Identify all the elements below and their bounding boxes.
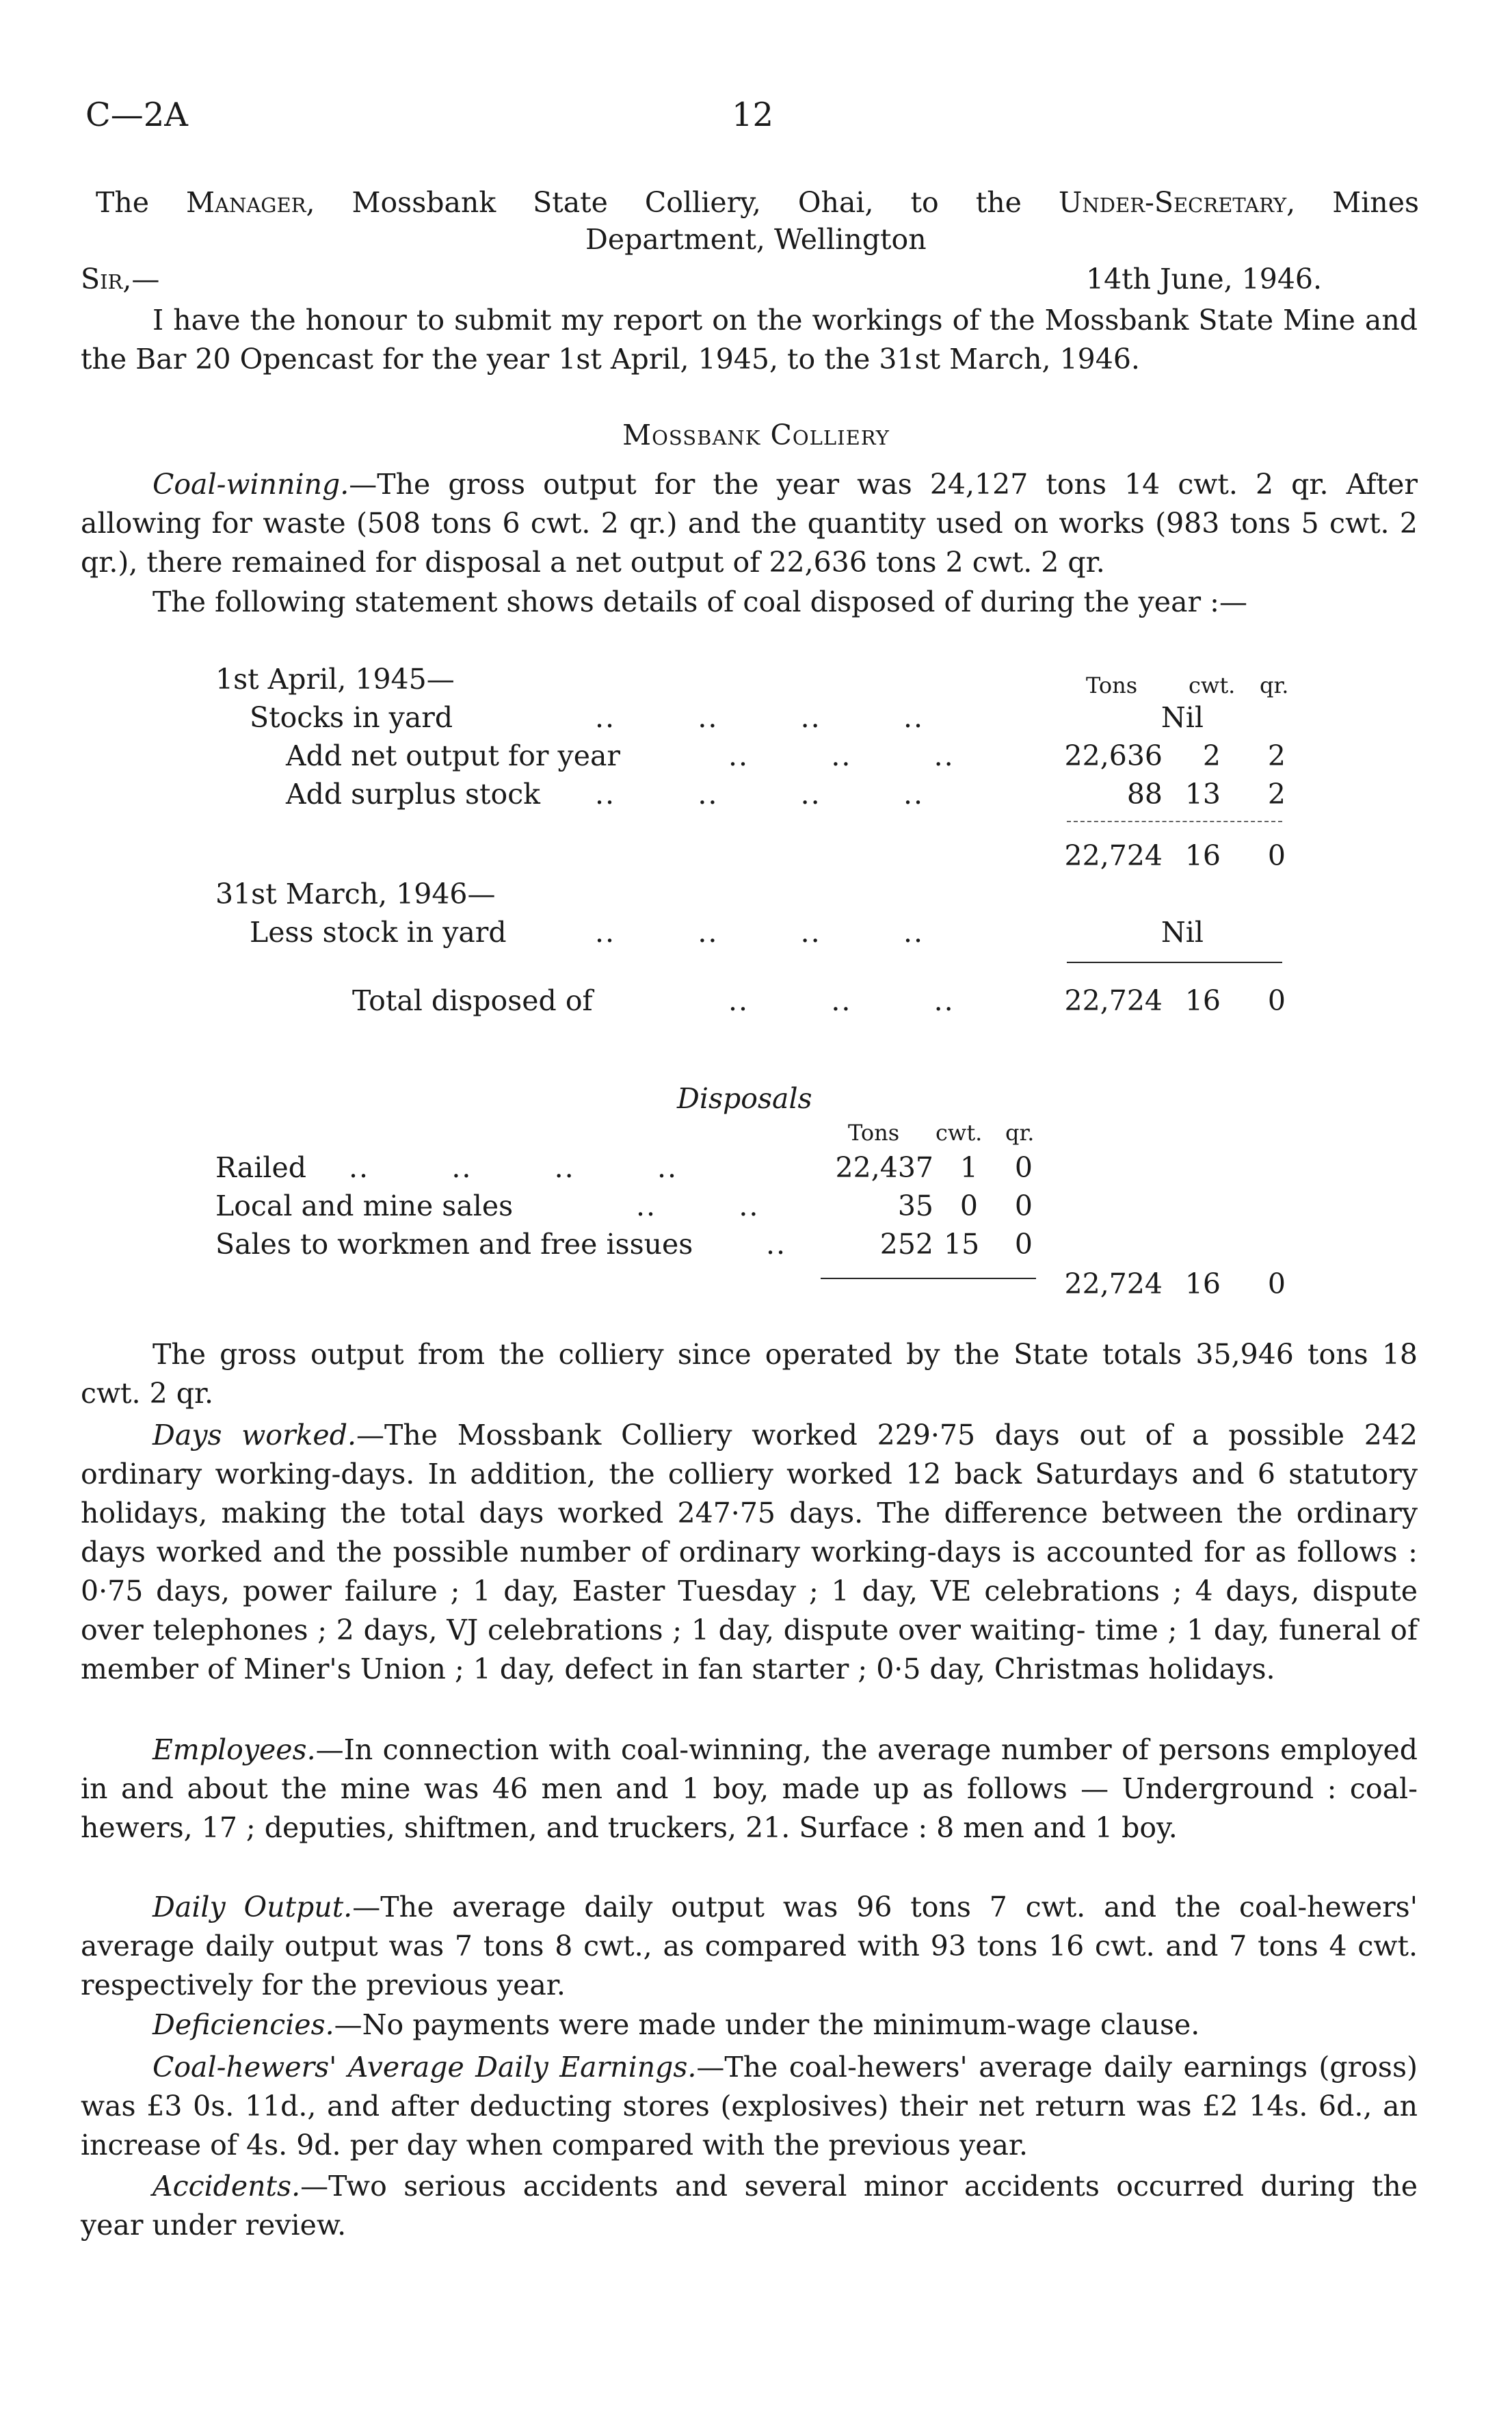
- statement-total-rule: [1067, 962, 1282, 963]
- statement-col-tons: Tons: [1086, 672, 1138, 698]
- days-worked-heading: Days worked.: [152, 1419, 356, 1451]
- statement-col-cwt: cwt.: [1189, 672, 1236, 698]
- statement-subtotal-rule: [1067, 821, 1282, 822]
- earnings-heading: Coal-hewers' Average Daily Earnings.: [152, 2051, 697, 2084]
- dot-leader: .. .. ..: [728, 739, 955, 772]
- coal-winning-paragraph: [81, 465, 1418, 582]
- statement-less-stock-label: Less stock in yard: [250, 916, 507, 949]
- page-number: 12: [732, 96, 774, 134]
- statement-surplus-cwt: 13: [1184, 778, 1221, 811]
- disposal-label: Railed: [215, 1151, 306, 1184]
- disposal-cwt: 0: [959, 1190, 978, 1222]
- dot-leader: .. .. .. ..: [595, 701, 925, 734]
- employees-text: —In connection with coal-winning, the average number of persons employed in and about the mine was 46 men and 1 boy, made up as follows — Underground : coal-hewers, 17 ; deputies, shiftmen, and truckers, 21. Surface : 8 men and 1 boy.: [81, 1733, 1418, 1844]
- coal-winning-heading: Coal-winning.: [152, 468, 349, 501]
- section-title: Mossbank Colliery: [622, 419, 890, 451]
- statement-stocks-label: Stocks in yard: [250, 701, 453, 734]
- coal-winning-text: —The gross output for the year was 24,127 tons 14 cwt. 2 qr. After allowing for waste (508 tons 6 cwt. 2 qr.) and the quantity used on works (983 tons 5 cwt. 2 qr.), there remained for disposal a net output of 22,636 tons 2 cwt. 2 qr.: [81, 468, 1418, 579]
- accidents-heading: Accidents.: [152, 2170, 301, 2203]
- statement-stocks-value: Nil: [1160, 701, 1204, 734]
- dot-leader: .. .. ..: [728, 984, 955, 1017]
- statement-total-qr: 0: [1267, 984, 1286, 1017]
- accidents-paragraph: [81, 2167, 1418, 2245]
- employees-paragraph: [81, 1731, 1418, 1848]
- address-under-secretary: Under-Secretary: [1058, 186, 1287, 219]
- disposals-col-tons: Tons: [848, 1120, 900, 1146]
- address-line-2: Department, Wellington: [585, 223, 927, 256]
- statement-surplus-label: Add surplus stock: [286, 778, 541, 811]
- statement-net-output-label: Add net output for year: [286, 739, 620, 772]
- earnings-paragraph: [81, 2048, 1418, 2165]
- statement-less-stock-value: Nil: [1160, 916, 1204, 949]
- statement-net-output-qr: 2: [1267, 739, 1286, 772]
- statement-surplus-qr: 2: [1267, 778, 1286, 811]
- statement-date-2: 31st March, 1946—: [215, 878, 496, 910]
- disposal-qr: 0: [1014, 1190, 1033, 1222]
- disposals-title: Disposals: [677, 1082, 812, 1115]
- statement-total-label: Total disposed of: [352, 984, 593, 1017]
- daily-output-text: —The average daily output was 96 tons 7 cwt. and the coal-hewers' average daily output was 7 tons 8 cwt., as compared with 93 tons 16 cwt. and 7 tons 4 cwt. respectively for the previous year.: [81, 1891, 1418, 2001]
- disposals-total-cwt: 16: [1184, 1267, 1221, 1300]
- deficiencies-heading: Deficiencies.: [152, 2008, 334, 2041]
- statement-total-tons: 22,724: [1064, 984, 1163, 1017]
- statement-surplus-tons: 88: [1126, 778, 1163, 811]
- address-post: , Mines: [1286, 186, 1419, 219]
- days-worked-text: —The Mossbank Colliery worked 229·75 days out of a possible 242 ordinary working-days. In addition, the colliery worked 12 back Saturdays and 6 statutory holidays, making the total days worked 247·75 days. The difference between the ordinary days worked and the possible number of ordinary working-days is accounted for as follows : 0·75 days, power failure ; 1 day, Easter Tuesday ; 1 day, VE celebrations ; 4 days, dispute over telephones ; 2 days, VJ celebrations ; 1 day, dispute over waiting- time ; 1 day, funeral of member of Miner's Union ; 1 day, defect in fan starter ; 0·5 day, Christmas holidays.: [81, 1419, 1418, 1685]
- disposals-total-rule: [821, 1278, 1036, 1279]
- days-worked-paragraph: [81, 1416, 1418, 1689]
- dot-leader: .. .. .. ..: [349, 1151, 678, 1184]
- disposals-total-qr: 0: [1267, 1267, 1286, 1300]
- disposals-col-qr: qr.: [1005, 1120, 1035, 1146]
- page-ref: C—2A: [85, 96, 188, 134]
- letter-address: [96, 183, 1419, 222]
- disposal-tons: 35: [897, 1190, 933, 1222]
- employees-heading: Employees.: [152, 1733, 316, 1766]
- disposal-label: Sales to workmen and free issues: [215, 1228, 693, 1261]
- disposal-qr: 0: [1014, 1228, 1033, 1261]
- accidents-text: —Two serious accidents and several minor accidents occurred during the year under review.: [81, 2170, 1418, 2242]
- statement-subtotal-cwt: 16: [1184, 839, 1221, 872]
- deficiencies-paragraph: [81, 2006, 1418, 2045]
- gross-output-paragraph: The gross output from the colliery since operated by the State totals 35,946 tons 18 cwt. 2 qr.: [81, 1338, 1418, 1410]
- address-pre: The: [96, 186, 187, 219]
- statement-subtotal-tons: 22,724: [1064, 839, 1163, 872]
- statement-net-output-cwt: 2: [1202, 739, 1221, 772]
- dot-leader: .. .. .. ..: [595, 778, 925, 811]
- deficiencies-text: —No payments were made under the minimum-wage clause.: [334, 2008, 1200, 2041]
- disposal-cwt: 15: [944, 1228, 980, 1261]
- address-manager: Manager: [186, 186, 306, 219]
- dot-leader: ..: [766, 1228, 787, 1261]
- address-mid: , Mossbank State Colliery, Ohai, to the: [306, 186, 1059, 219]
- disposal-tons: 252: [879, 1228, 933, 1261]
- earnings-text: —The coal-hewers' average daily earnings (gross) was £3 0s. 11d., and after deducting stores (explosives) their net return was £2 14s. 6d., an increase of 4s. 9d. per day when compared with the previous year.: [81, 2051, 1418, 2161]
- statement-net-output-tons: 22,636: [1064, 739, 1163, 772]
- dot-leader: .. .. .. ..: [595, 916, 925, 949]
- daily-output-heading: Daily Output.: [152, 1891, 353, 1923]
- statement-intro: The following statement shows details of coal disposed of during the year :—: [152, 586, 1247, 618]
- dot-leader: .. ..: [636, 1190, 760, 1222]
- intro-paragraph: I have the honour to submit my report on the workings of the Mossbank State Mine and the Bar 20 Opencast for the year 1st April, 1945, to the 31st March, 1946.: [81, 304, 1418, 376]
- daily-output-paragraph: [81, 1888, 1418, 2005]
- disposal-qr: 0: [1014, 1151, 1033, 1184]
- statement-date-1: 1st April, 1945—: [215, 663, 455, 696]
- disposals-total-tons: 22,724: [1064, 1267, 1163, 1300]
- statement-col-qr: qr.: [1260, 672, 1289, 698]
- disposal-tons: 22,437: [835, 1151, 933, 1184]
- salutation: Sir,—: [81, 263, 160, 295]
- disposal-cwt: 1: [959, 1151, 978, 1184]
- statement-subtotal-qr: 0: [1267, 839, 1286, 872]
- statement-total-cwt: 16: [1184, 984, 1221, 1017]
- letter-date: 14th June, 1946.: [1086, 263, 1323, 295]
- disposal-label: Local and mine sales: [215, 1190, 514, 1222]
- disposals-col-cwt: cwt.: [936, 1120, 983, 1146]
